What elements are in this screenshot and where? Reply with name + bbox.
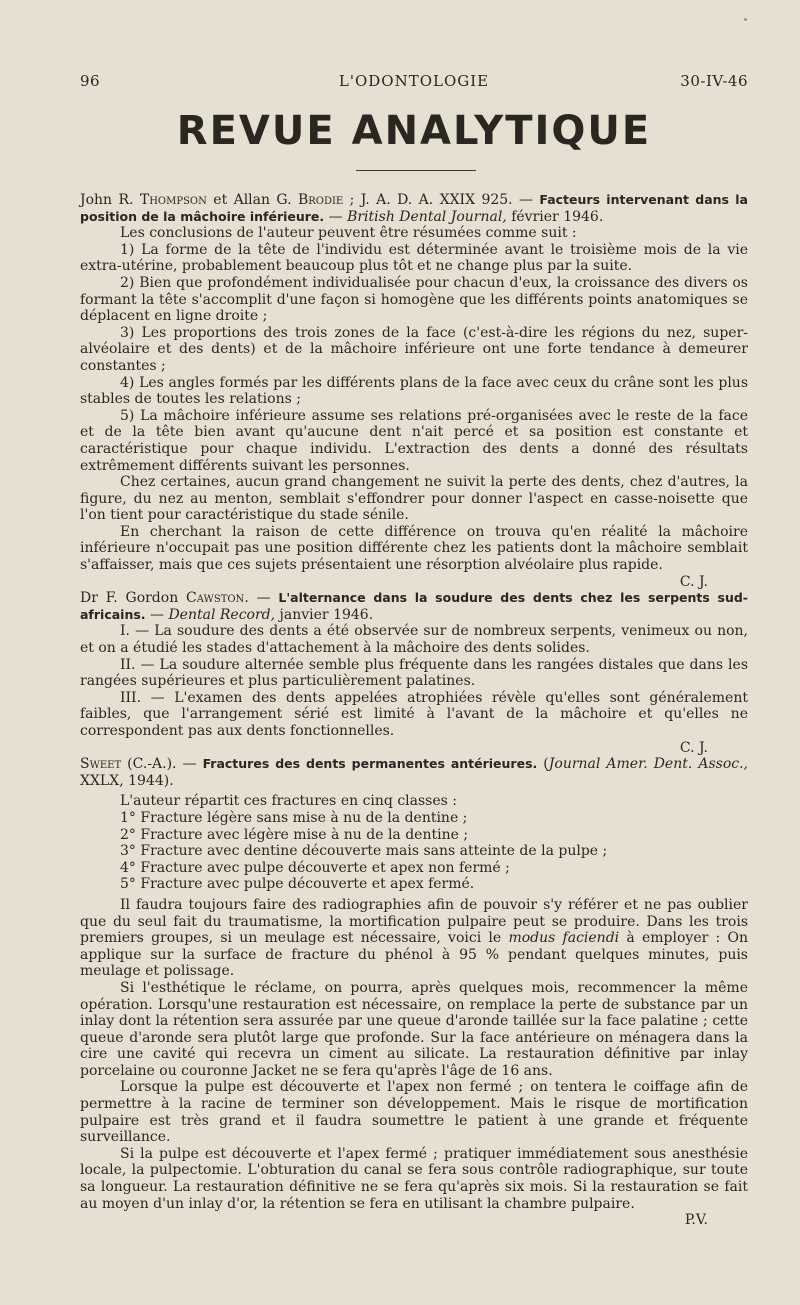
paragraph: III. — L'examen des dents appelées atrophiées révèle qu'elles sont généralement faibles, que l'arrangement sérié est limité à l'avant de la mâchoire et qu'elles ne correspondent pas aux dents fonctionnelles. <box>80 689 748 739</box>
issue-date: 30-IV-46 <box>680 72 748 90</box>
signature-line <box>80 1212 748 1229</box>
article3-citation <box>80 756 748 789</box>
dash: . — <box>244 590 279 607</box>
dash: — <box>145 606 169 623</box>
author-joiner: et Allan G. <box>206 192 298 208</box>
list-item: 5° Fracture avec pulpe découverte et apex fermé. <box>120 876 475 893</box>
author-last: Sweet <box>80 756 122 773</box>
author-first: John R. <box>80 192 140 208</box>
paragraph: Lorsque la pulpe est découverte et l'apex non fermé ; on tentera le coiffage afin de permettre à la racine de terminer son développement. Mais le risque de mortification pulpaire est très grand et il faudra soumettre le patient à une grande et fréquente surveillance. <box>80 1079 748 1146</box>
paragraph: 4) Les angles formés par les différents plans de la face avec ceux du crâne sont les plus stables de toutes les relations ; <box>80 374 748 408</box>
speck <box>744 18 747 21</box>
paragraph: Si la pulpe est découverte et l'apex fermé ; pratiquer immédiatement sous anesthésie locale, la pulpectomie. L'obturation du canal se fera sous contrôle radiographique, sur toute sa longueur. La restauration définitive ne se fera qu'après six mois. Si la restauration se fait au moyen d'un inlay d'or, la rétention se fera en utilisant la chambre pulpaire. <box>80 1145 748 1212</box>
source-volume: XXLX, 1944). <box>80 772 174 789</box>
signature: C. J. <box>679 739 708 756</box>
dash: — <box>324 208 348 225</box>
article-title: L'alternance dans la soudure des dents chez les serpents sud-africains. <box>80 590 748 622</box>
paren: ( <box>537 756 549 773</box>
page-number: 96 <box>80 72 101 90</box>
paragraph: 3) Les proportions des trois zones de la face (c'est-à-dire les régions du nez, super-alvéolaire et des dents) et de la mâchoire inférieure ont une forte tendance à demeurer constantes ; <box>80 324 748 374</box>
source: Journal Amer. Dent. Assoc., <box>548 756 748 773</box>
source-date: février 1946. <box>506 208 604 225</box>
article-title: Facteurs intervenant dans la position de la mâchoire inférieure. <box>80 192 748 224</box>
source: Dental Record, <box>168 606 276 623</box>
article2-citation <box>80 590 748 623</box>
text: à employer : On applique sur la surface de fracture du phénol à 95 % pendant quelques minutes, puis meulage et polissage. <box>80 930 748 980</box>
paragraph: Si l'esthétique le réclame, on pourra, après quelques mois, recommencer la même opération. Lorsqu'une restauration est nécessaire, on remplace la perte de substance par un inlay dont la rétention sera assurée par une queue d'aronde taillée sur la face palatine ; cette queue d'aronde sera plutôt large que profonde. Sur la face antérieure on ménagera dans la cire une cavité qui recevra un ciment au silicate. La restauration définitive par inlay porcelaine ou couronne Jacket ne se fera qu'après l'âge de 16 ans. <box>80 979 748 1079</box>
author-last: Brodie <box>297 192 344 208</box>
list-item: 3° Fracture avec dentine découverte mais sans atteinte de la pulpe ; <box>120 843 608 860</box>
list-item: 2° Fracture avec légère mise à nu de la dentine ; <box>120 826 469 843</box>
paragraph <box>80 897 748 980</box>
paragraph: L'auteur répartit ces fractures en cinq classes : <box>120 793 457 810</box>
author-initials: (C.-A.). — <box>121 756 203 773</box>
text: Il faudra toujours faire des radiographies afin de pouvoir s'y référer et ne pas oublier que du seul fait du traumatisme, la mortification pulpaire peut se produire. Dans les trois premiers groupes, si un meulage est nécessaire, voici le <box>80 896 748 947</box>
list-item: 4° Fracture avec pulpe découverte et apex non fermé ; <box>120 859 510 876</box>
paragraph: 5) La mâchoire inférieure assume ses relations pré-organisées avec le reste de la face et de la tête bien avant qu'aucune dent n'ait percé et sa position est constante et caractéristique pour chaque individu. L'extraction des dents a donné des résultats extrêmement différents suivant les personnes. <box>80 407 748 474</box>
paragraph: Chez certaines, aucun grand changement ne suivit la perte des dents, chez d'autres, la figure, du nez au menton, semblait s'effondrer pour donner l'aspect en casse-noisette que l'on tient pour caractéristique du stade sénile. <box>80 474 748 524</box>
signature-line <box>80 740 748 757</box>
signature-line <box>80 574 748 591</box>
paragraph: En cherchant la raison de cette différence on trouva qu'en réalité la mâchoire inférieure n'occupait pas une position différente chez les patients dont la mâchoire semblait s'affaisser, mais que ces sujets présentaient une résorption alvéolaire plus rapide. <box>80 523 748 574</box>
article-body <box>80 192 748 1229</box>
paragraph: II. — La soudure alternée semble plus fréquente dans les rangées distales que dans les rangées supérieures et plus particulièrement palatines. <box>80 656 748 690</box>
article-title: Fractures des dents permanentes antérieures. <box>202 756 538 772</box>
section-title: REVUE ANALYTIQUE <box>176 108 652 154</box>
paragraph: I. — La soudure des dents a été observée sur de nombreux serpents, venimeux ou non, et on a étudié les stades d'attachement à la mâchoire des dents solides. <box>80 623 748 657</box>
paragraph: Les conclusions de l'auteur peuvent être résumées comme suit : <box>120 225 577 242</box>
article1-citation <box>80 192 748 225</box>
paragraph: 2) Bien que profondément individualisée pour chacun d'eux, la croissance des divers os formant la tête s'accomplit d'une façon si homogène que les différents points anatomiques se déplacent en ligne droite ; <box>80 274 748 325</box>
title-rule <box>356 170 476 171</box>
running-header <box>80 72 748 94</box>
reference: ; J. A. D. A. XXIX 925. — <box>343 192 540 208</box>
author-first: Dr F. Gordon <box>80 590 187 607</box>
source-date: janvier 1946. <box>275 606 374 623</box>
signature: C. J. <box>679 573 708 590</box>
latin-phrase: modus faciendi <box>508 930 620 947</box>
signature: P.V. <box>684 1212 708 1229</box>
author-last: Cawston <box>186 590 245 607</box>
journal-name: L'ODONTOLOGIE <box>338 72 490 90</box>
list-item: 1° Fracture légère sans mise à nu de la dentine ; <box>120 809 468 826</box>
source: British Dental Journal, <box>347 208 507 225</box>
author-last: Thompson <box>139 192 207 208</box>
paragraph: 1) La forme de la tête de l'individu est déterminée avant le troisième mois de la vie extra-utérine, probablement beaucoup plus tôt et ne change plus par la suite. <box>80 241 748 275</box>
